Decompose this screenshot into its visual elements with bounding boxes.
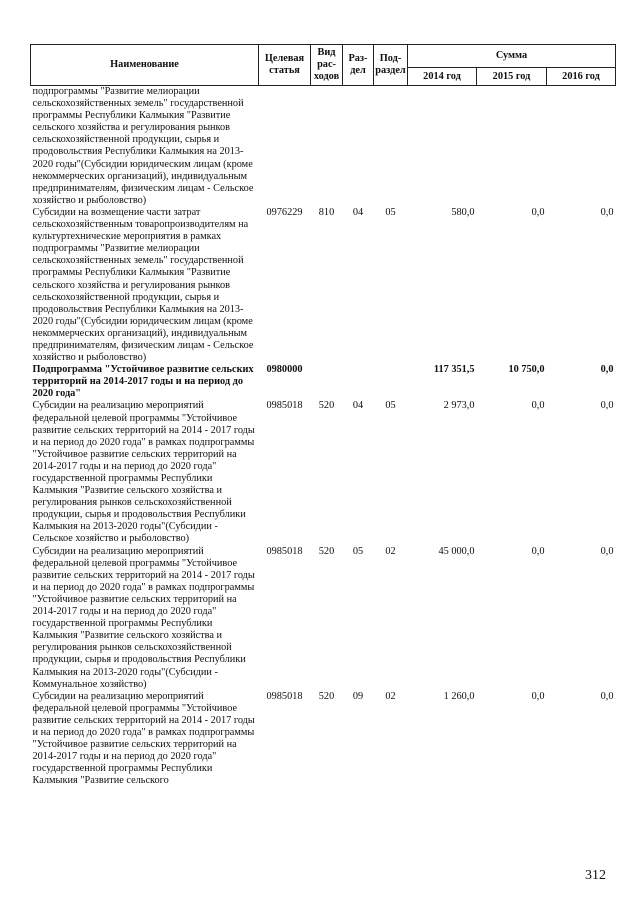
row-type: 520 [318,545,335,557]
header-year-2016: 2016 год [547,68,616,86]
row-target: 0976229 [266,206,303,218]
row-subsection: 05 [385,400,396,412]
row-section: 04 [352,400,364,412]
row-2014: 2 973,0 [443,400,475,412]
row-target: 0980000 [266,364,303,376]
row-2014: 45 000,0 [438,545,475,557]
row-target [259,86,311,207]
row-section: 09 [352,690,364,702]
header-sum: Сумма [408,45,616,68]
row-type: 520 [318,400,335,412]
header-expense-type: Вид рас-ходов [311,45,343,86]
row-2015 [477,86,547,207]
row-subsection [374,86,408,207]
header-subsection: Под-раздел [374,45,408,86]
row-2014: 117 351,5 [433,364,475,376]
page-number: 312 [585,868,606,883]
row-name: Субсидии на реализацию мероприятий федеральной целевой программы "Устойчивое развитие сельских территорий на 2014 - 2017 годы и на период до 2020 года" в рамках подпрограммы "Устойчивое развитие сельских территорий на 2014-2017 годы и на период до 2020 года" государственной программы Республики Калмыкия "Развитие сельского хозяйства и регулирования рынков сельскохозяйственной продукции, сырья и продовольствия Республики Калмыкия на 2013-2020 годы"(Субсидии - Коммунальное хозяйство) [32,545,255,690]
row-name: Субсидии на реализацию мероприятий федеральной целевой программы "Устойчивое развитие сельских территорий на 2014 - 2017 годы и на период до 2020 года" в рамках подпрограммы "Устойчивое развитие сельских территорий на 2014-2017 годы и на период до 2020 года" государственной программы Республики Калмыкия "Развитие сельского хозяйства и регулирования рынков сельскохозяйственной продукции, сырья и продовольствия Республики Калмыкия на 2013-2020 годы"(Субсидии - Сельское хозяйство и рыболовство) [32,400,255,545]
row-subsection: 02 [385,545,396,557]
table-body [31,86,616,788]
row-2016: 0,0 [600,690,614,702]
row-subsection: 02 [385,690,396,702]
header-year-2014: 2014 год [408,68,477,86]
row-2016: 0,0 [600,206,614,218]
row-2016 [547,86,616,207]
row-target: 0985018 [266,690,303,702]
header-section: Раз-дел [343,45,374,86]
row-2015: 10 750,0 [508,364,545,376]
table-row [31,400,616,545]
table-row [31,207,616,364]
row-2015: 0,0 [531,400,545,412]
table-row-subprogram [31,364,616,400]
row-2016: 0,0 [600,400,614,412]
row-name: подпрограммы "Развитие мелиорации сельскохозяйственных земель" государственной программы Республики Калмыкия "Развитие сельского хозяйства и регулирования рынков сельскохозяйственной продукции, сырья и продовольствия Республики Калмыкия на 2013-2020 годы"(Субсидии юридическим лицам (кроме некоммерческих организаций), индивидуальным предпринимателям, физическим лицам - Сельское хозяйство и рыболовство) [32,86,254,206]
row-target: 0985018 [266,545,303,557]
table-row [31,691,616,788]
budget-table [30,44,616,787]
row-2016: 0,0 [600,364,614,376]
row-2015: 0,0 [531,545,545,557]
row-type [311,364,343,400]
row-type [311,86,343,207]
row-subsection [374,364,408,400]
row-2014 [408,86,477,207]
row-2014: 580,0 [451,206,475,218]
row-section [343,86,374,207]
header-target: Целевая статья [259,45,311,86]
row-2015: 0,0 [531,206,545,218]
header-year-2015: 2015 год [477,68,547,86]
row-section [343,364,374,400]
row-target: 0985018 [266,400,303,412]
row-2014: 1 260,0 [443,690,475,702]
row-type: 520 [318,690,335,702]
row-2015: 0,0 [531,690,545,702]
row-name: Подпрограмма "Устойчивое развитие сельских территорий на 2014-2017 годы и на период до 2020 года" [32,364,254,400]
row-type: 810 [318,206,335,218]
table-header [31,45,616,86]
row-name: Субсидии на возмещение части затрат сельскохозяйственным товаропроизводителям на культуртехнические мероприятия в рамках подпрограммы "Развитие мелиорации сельскохозяйственных земель" государственной программы Республики Калмыкия "Развитие сельского хозяйства и регулирования рынков сельскохозяйственной продукции, сырья и продовольствия Республики Калмыкия на 2013-2020 годы"(Субсидии юридическим лицам (кроме некоммерческих организаций), индивидуальным предпринимателям, физическим лицам - Сельское хозяйство и рыболовство) [32,206,254,364]
row-subsection: 05 [385,206,396,218]
header-name: Наименование [31,45,259,86]
row-name: Субсидии на реализацию мероприятий федеральной целевой программы "Устойчивое развитие сельских территорий на 2014 - 2017 годы и на период до 2020 года" в рамках подпрограммы "Устойчивое развитие сельских территорий на 2014-2017 годы и на период до 2020 года" государственной программы Республики Калмыкия "Развитие сельского [32,690,255,787]
table-row [31,546,616,691]
row-2016: 0,0 [600,545,614,557]
row-section: 05 [352,545,364,557]
table-row [31,86,616,207]
row-section: 04 [352,206,364,218]
